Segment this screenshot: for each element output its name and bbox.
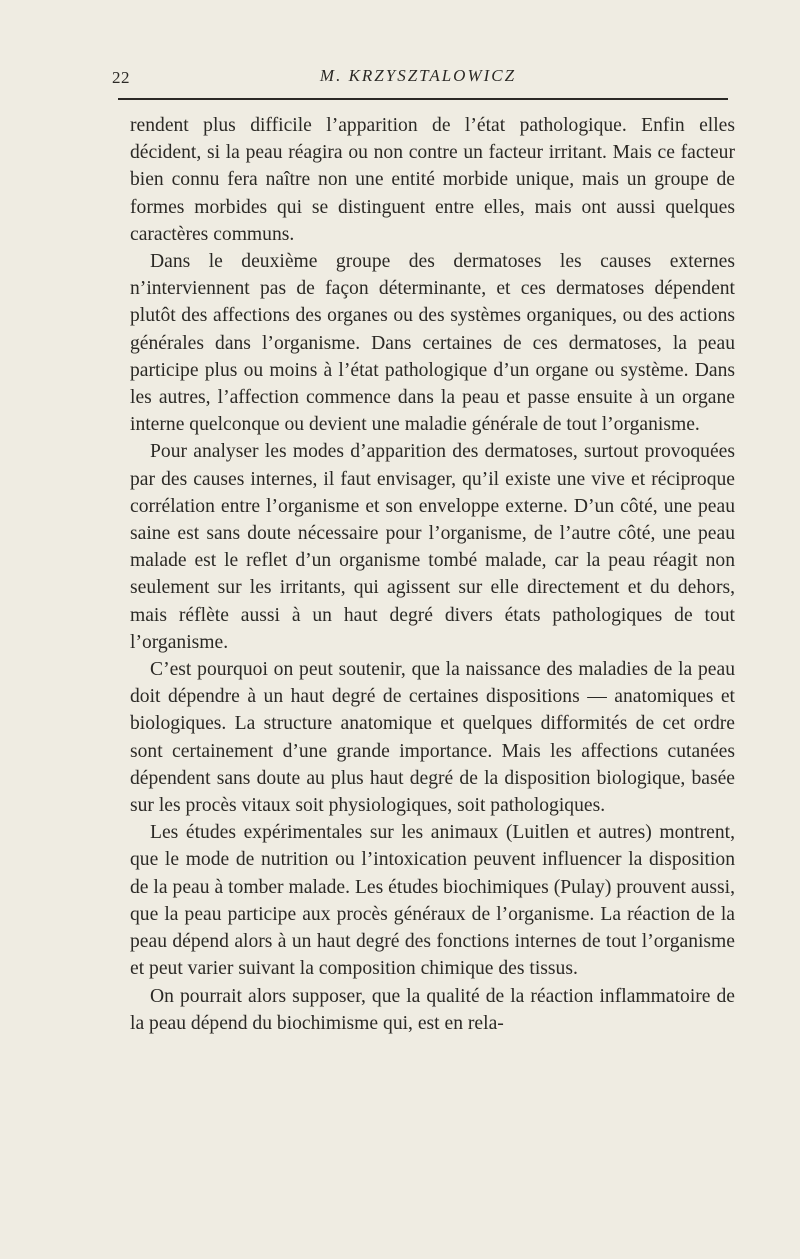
- page-header: [108, 64, 728, 88]
- page-number: 22: [112, 68, 130, 87]
- paragraph-2: Dans le deuxième groupe des dermatoses les causes externes n’interviennent pas de façon déterminante, et ces dermatoses dépendent plutôt des affections des organes ou des systèmes organiques, ou des actions générales dans l’organisme. Dans certaines de ces dermatoses, la peau participe plus ou moins à l’état pathologique d’un organe ou système. Dans les autres, l’affection commence dans la peau et passe ensuite à un organe interne quelconque ou devient une maladie générale de tout l’organisme.: [130, 251, 735, 436]
- header-rule: [118, 98, 728, 100]
- running-head-author: M. KRZYSZTALOWICZ: [319, 66, 517, 85]
- body-text: [130, 112, 735, 1037]
- paragraph-4: C’est pourquoi on peut soutenir, que la naissance des maladies de la peau doit dépendre à un haut degré de certaines dispositions — anatomiques et biologiques. La structure anatomique et quelques difformités de cet ordre sont certainement d’une grande importance. Mais les affections cutanées dépendent sans doute au plus haut degré de la disposition biologique, basée sur les procès vitaux soit physiologiques, soit pathologiques.: [130, 659, 735, 817]
- paragraph-1: rendent plus difficile l’apparition de l’état pathologique. Enfin elles décident, si la peau réagira ou non contre un facteur irritant. Mais ce facteur bien connu fera naître non une entité morbide unique, mais un groupe de formes morbides qui se distinguent entre elles, mais ont aussi quelques caractères communs.: [130, 115, 735, 245]
- paragraph-6: On pourrait alors supposer, que la qualité de la réaction inflammatoire de la peau dépend du biochimisme qui, est en rela-: [130, 985, 735, 1034]
- paragraph-3: Pour analyser les modes d’apparition des dermatoses, surtout provoquées par des causes internes, il faut envisager, qu’il existe une vive et réciproque corrélation entre l’organisme et son enveloppe externe. D’un côté, une peau saine est sans doute nécessaire pour l’organisme, de l’autre côté, une peau malade est le reflet d’un organisme tombé malade, car la peau réagit non seulement sur les irritants, qui agissent sur elle directement et du dehors, mais réflète aussi à un haut degré divers états pathologiques de tout l’organisme.: [130, 441, 735, 653]
- paragraph-5: Les études expérimentales sur les animaux (Luitlen et autres) montrent, que le mode de nutrition ou l’intoxication peuvent influencer la disposition de la peau à tomber malade. Les études biochimiques (Pulay) prouvent aussi, que la peau participe aux procès généraux de l’organisme. La réaction de la peau dépend alors à un haut degré des fonctions internes de tout l’organisme et peut varier suivant la composition chimique des tissus.: [130, 822, 735, 980]
